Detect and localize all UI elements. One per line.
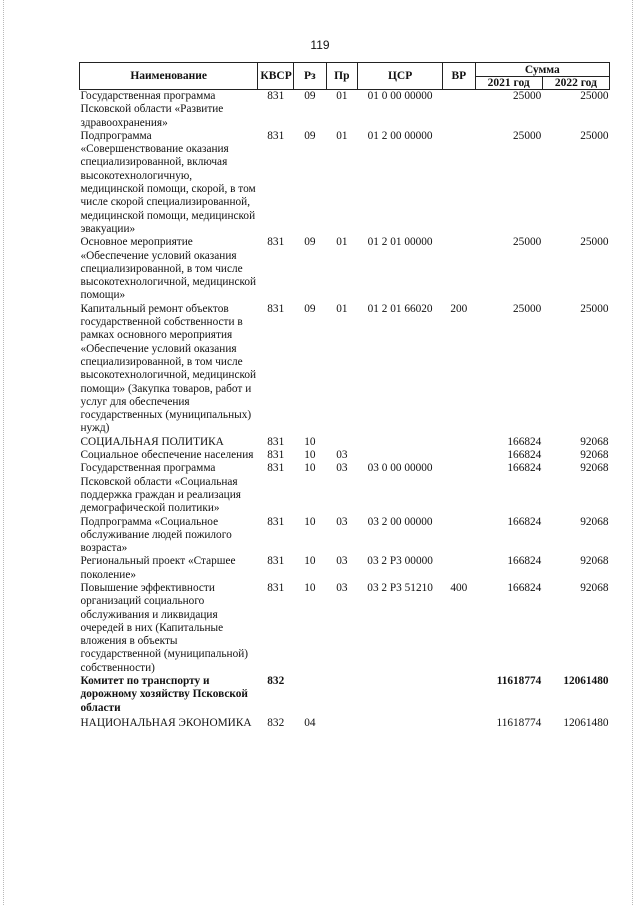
cell-sum-2022: 25000: [580, 129, 609, 142]
cell-sum-2021: 166824: [507, 515, 542, 528]
cell-sum-2022: 92068: [580, 515, 609, 528]
cell-kvsr: 831: [267, 236, 285, 249]
cell-csr: [358, 449, 443, 462]
cell-csr: 01 0 00 00000: [367, 90, 433, 102]
cell-rz: 04: [304, 716, 316, 729]
cell-rz: 10: [304, 555, 316, 568]
cell-pr: 03: [336, 515, 348, 528]
cell-pr: 01: [336, 302, 348, 315]
cell-name: Подпрограмма «Совершенствование оказания специализированной, включая высокотехнологичную, медицинской помощи, скорой, в том числе скорой специализированной, медицинской помощи, медицинской эвакуации»: [80, 129, 256, 235]
cell-sum-2021: 11618774: [496, 716, 542, 729]
cell-sum-2021: 166824: [507, 555, 542, 568]
table-row: [80, 516, 610, 556]
cell-vr: [443, 462, 476, 515]
cell-vr: [443, 516, 476, 556]
cell-sum-2021: 25000: [513, 302, 542, 315]
cell-sum-2022: 92068: [580, 449, 609, 462]
cell-csr: 01 2 01 00000: [367, 236, 433, 249]
table-body: [80, 90, 610, 731]
table-row: [80, 130, 610, 236]
cell-kvsr: 831: [267, 462, 285, 475]
cell-rz: 10: [304, 435, 316, 448]
cell-csr: 01 2 01 66020: [367, 302, 433, 315]
header-year-2022: 2022 год: [542, 77, 609, 90]
cell-name: Подпрограмма «Социальное обслуживание людей пожилого возраста»: [80, 515, 232, 555]
cell-vr: [443, 449, 476, 462]
cell-rz: 09: [304, 129, 316, 142]
cell-sum-2022: 12061480: [563, 716, 609, 729]
cell-rz: 10: [304, 462, 316, 475]
header-kvsr: КВСР: [258, 63, 294, 90]
cell-pr: 03: [336, 462, 348, 475]
cell-name: Комитет по транспорту и дорожному хозяйству Псковской области: [80, 675, 248, 714]
cell-name: СОЦИАЛЬНАЯ ПОЛИТИКА: [80, 435, 224, 448]
scan-edge-left: [3, 0, 5, 905]
cell-vr: [443, 715, 476, 730]
table-row: [80, 303, 610, 436]
cell-pr: [326, 715, 357, 730]
cell-csr: 01 2 00 00000: [367, 129, 433, 142]
cell-pr: 03: [336, 449, 348, 462]
table-row: [80, 555, 610, 582]
header-year-2021: 2021 год: [475, 77, 542, 90]
budget-table: [79, 62, 610, 730]
cell-name: Основное мероприятие «Обеспечение условий оказания специализированной, в том числе высокотехнологичной, медицинской помощи»: [80, 236, 257, 302]
cell-csr: 03 0 00 00000: [367, 462, 433, 475]
cell-kvsr: 831: [267, 581, 285, 594]
cell-vr: [443, 436, 476, 449]
cell-kvsr: 831: [267, 515, 285, 528]
cell-csr: [358, 675, 443, 715]
cell-csr: 03 2 00 00000: [367, 515, 433, 528]
table-row: [80, 675, 610, 715]
cell-sum-2021: 11618774: [496, 675, 542, 688]
cell-sum-2021: 25000: [513, 129, 542, 142]
cell-name: Государственная программа Псковской области «Развитие здравоохранения»: [80, 90, 224, 129]
table-row: [80, 436, 610, 449]
cell-pr: [326, 675, 357, 715]
cell-sum-2021: 166824: [507, 435, 542, 448]
table-row: [80, 462, 610, 515]
header-pr: Пр: [326, 63, 357, 90]
header-csr: ЦСР: [358, 63, 443, 90]
cell-sum-2021: 166824: [507, 449, 542, 462]
cell-csr: 03 2 P3 51210: [367, 581, 433, 594]
cell-sum-2021: 25000: [513, 90, 542, 102]
table-row: [80, 449, 610, 462]
cell-pr: 01: [336, 236, 348, 249]
header-name: Наименование: [80, 63, 258, 90]
cell-sum-2022: 92068: [580, 435, 609, 448]
cell-name: Региональный проект «Старшее поколение»: [80, 555, 236, 581]
cell-rz: 09: [304, 302, 316, 315]
cell-vr: [443, 236, 476, 302]
cell-kvsr: 831: [267, 90, 285, 102]
cell-sum-2022: 92068: [580, 555, 609, 568]
cell-csr: [358, 715, 443, 730]
cell-csr: [358, 436, 443, 449]
cell-vr: [443, 675, 476, 715]
cell-rz: [294, 675, 327, 715]
cell-rz: 09: [304, 90, 316, 102]
cell-sum-2022: 12061480: [563, 675, 609, 688]
cell-sum-2022: 92068: [580, 581, 609, 594]
cell-kvsr: 831: [267, 129, 285, 142]
header-vr: ВР: [443, 63, 476, 90]
table-row: [80, 236, 610, 302]
table-row: [80, 582, 610, 675]
cell-pr: 03: [336, 555, 348, 568]
cell-sum-2022: 25000: [580, 90, 609, 102]
cell-kvsr: 831: [267, 435, 285, 448]
page-number: 119: [310, 38, 330, 52]
cell-rz: 09: [304, 236, 316, 249]
cell-sum-2021: 166824: [507, 581, 542, 594]
cell-vr: [443, 130, 476, 236]
scan-edge-right: [632, 0, 634, 905]
cell-kvsr: 831: [267, 302, 285, 315]
cell-name: Капитальный ремонт объектов государственной собственности в рамках основного мероприятия «Обеспечение условий оказания специализированной, в том числе высокотехнологичной, медицинской помощи» (Закупка товаров, работ и услуг для обеспечения государственных (муниципальных) нужд): [80, 302, 257, 435]
cell-sum-2022: 25000: [580, 236, 609, 249]
cell-kvsr: 831: [267, 555, 285, 568]
cell-kvsr: 831: [267, 449, 285, 462]
cell-csr: 03 2 P3 00000: [367, 555, 433, 568]
cell-kvsr: 832: [267, 716, 285, 729]
cell-rz: 10: [304, 449, 316, 462]
cell-name: НАЦИОНАЛЬНАЯ ЭКОНОМИКА: [80, 716, 252, 729]
header-sum: Сумма: [475, 63, 609, 77]
cell-kvsr: 832: [267, 675, 285, 688]
cell-pr: 01: [336, 129, 348, 142]
header-rz: Рз: [294, 63, 327, 90]
cell-pr: 01: [336, 90, 348, 102]
cell-name: Повышение эффективности организаций социального обслуживания и ликвидация очередей в них (Капитальные вложения в объекты государственной (муниципальной) собственности): [80, 581, 249, 674]
table-header: [80, 63, 610, 90]
table-row: [80, 715, 610, 730]
cell-name: Социальное обеспечение населения: [80, 449, 254, 462]
table-row: [80, 90, 610, 130]
cell-sum-2022: 25000: [580, 302, 609, 315]
cell-sum-2021: 166824: [507, 462, 542, 475]
cell-pr: [326, 436, 357, 449]
cell-vr: [443, 90, 476, 130]
cell-rz: 10: [304, 581, 316, 594]
cell-name: Государственная программа Псковской области «Социальная поддержка граждан и реализация демографической политики»: [80, 462, 241, 515]
cell-vr: 400: [450, 581, 468, 594]
cell-vr: [443, 555, 476, 582]
cell-pr: 03: [336, 581, 348, 594]
cell-sum-2022: 92068: [580, 462, 609, 475]
cell-rz: 10: [304, 515, 316, 528]
cell-sum-2021: 25000: [513, 236, 542, 249]
cell-vr: 200: [450, 302, 468, 315]
